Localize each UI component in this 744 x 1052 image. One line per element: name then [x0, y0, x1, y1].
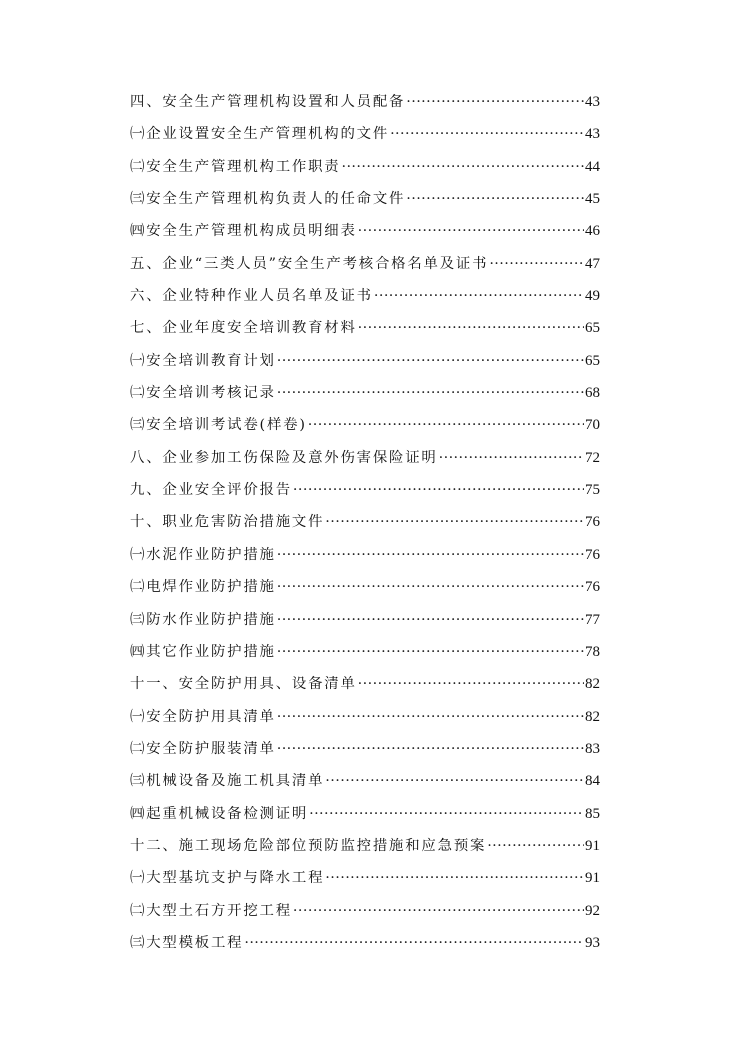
- toc-entry-title: ㈡电焊作业防护措施: [130, 579, 276, 596]
- toc-entry-page-number: 72: [585, 449, 600, 466]
- toc-dot-leader: [325, 506, 584, 538]
- toc-dot-leader: [277, 636, 584, 668]
- toc-entry-page-number: 49: [585, 288, 600, 305]
- toc-entry[interactable]: [130, 183, 600, 215]
- toc-entry-title: 十二、施工现场危险部位预防监控措施和应急预案: [130, 837, 487, 854]
- toc-entry-title: ㈣其它作业防护措施: [130, 643, 276, 660]
- toc-dot-leader: [293, 895, 584, 927]
- toc-entry-title: ㈠大型基坑支护与降水工程: [130, 870, 325, 887]
- toc-entry-title: ㈡安全培训考核记录: [130, 385, 276, 402]
- toc-entry-page-number: 78: [585, 643, 600, 660]
- toc-entry-page-number: 92: [585, 902, 600, 919]
- toc-entry[interactable]: [130, 862, 600, 894]
- toc-entry-title: 九、企业安全评价报告: [130, 482, 292, 499]
- toc-entry[interactable]: [130, 701, 600, 733]
- toc-entry[interactable]: [130, 151, 600, 183]
- toc-entry[interactable]: [130, 668, 600, 700]
- toc-entry[interactable]: [130, 118, 600, 150]
- toc-entry-title: ㈡安全防护服装清单: [130, 740, 276, 757]
- toc-entry-page-number: 91: [585, 870, 600, 887]
- toc-entry-page-number: 77: [585, 611, 600, 628]
- toc-dot-leader: [277, 345, 584, 377]
- toc-entry-title: ㈠安全防护用具清单: [130, 708, 276, 725]
- toc-entry-title: ㈣起重机械设备检测证明: [130, 805, 309, 822]
- toc-entry-title: ㈠企业设置安全生产管理机构的文件: [130, 126, 390, 143]
- toc-entry-page-number: 93: [585, 934, 600, 951]
- toc-entry-page-number: 91: [585, 837, 600, 854]
- toc-dot-leader: [358, 668, 584, 700]
- toc-entry[interactable]: [130, 474, 600, 506]
- toc-dot-leader: [277, 571, 584, 603]
- toc-entry[interactable]: [130, 280, 600, 312]
- toc-entry-page-number: 76: [585, 579, 600, 596]
- toc-entry-title: ㈢安全培训考试卷(样卷): [130, 417, 307, 434]
- toc-dot-leader: [341, 151, 584, 183]
- toc-dot-leader: [374, 280, 584, 312]
- toc-entry-page-number: 44: [585, 158, 600, 175]
- toc-dot-leader: [277, 377, 584, 409]
- toc-entry-page-number: 68: [585, 385, 600, 402]
- toc-entry-page-number: 75: [585, 482, 600, 499]
- toc-entry[interactable]: [130, 248, 600, 280]
- toc-dot-leader: [358, 215, 584, 247]
- toc-entry-page-number: 47: [585, 255, 600, 272]
- toc-entry-title: ㈢大型模板工程: [130, 934, 244, 951]
- toc-entry-page-number: 43: [585, 126, 600, 143]
- toc-entry-title: 七、企业年度安全培训教育材料: [130, 320, 357, 337]
- toc-entry-page-number: 45: [585, 191, 600, 208]
- toc-dot-leader: [487, 830, 584, 862]
- toc-entry-title: 五、企业“三类人员”安全生产考核合格名单及证书: [130, 255, 489, 272]
- toc-entry-title: ㈡安全生产管理机构工作职责: [130, 158, 341, 175]
- toc-dot-leader: [489, 248, 584, 280]
- toc-entry-page-number: 85: [585, 805, 600, 822]
- toc-dot-leader: [406, 183, 584, 215]
- toc-entry[interactable]: [130, 377, 600, 409]
- toc-entry-title: 六、企业特种作业人员名单及证书: [130, 288, 373, 305]
- toc-entry-page-number: 76: [585, 546, 600, 563]
- toc-entry-title: 四、安全生产管理机构设置和人员配备: [130, 94, 406, 110]
- toc-entry[interactable]: [130, 798, 600, 830]
- toc-entry[interactable]: [130, 345, 600, 377]
- toc-entry[interactable]: [130, 442, 600, 474]
- toc-entry[interactable]: [130, 539, 600, 571]
- toc-dot-leader: [358, 312, 584, 344]
- toc-entry[interactable]: [130, 765, 600, 797]
- toc-entry-page-number: 70: [585, 417, 600, 434]
- toc-dot-leader: [293, 474, 584, 506]
- toc-entry-title: 八、企业参加工伤保险及意外伤害保险证明: [130, 449, 438, 466]
- toc-entry[interactable]: [130, 895, 600, 927]
- toc-dot-leader: [277, 733, 584, 765]
- toc-entry-title: ㈢机械设备及施工机具清单: [130, 773, 325, 790]
- toc-entry-page-number: 83: [585, 740, 600, 757]
- toc-entry[interactable]: [130, 86, 600, 118]
- toc-dot-leader: [308, 409, 584, 441]
- toc-dot-leader: [277, 701, 584, 733]
- toc-dot-leader: [325, 765, 584, 797]
- toc-dot-leader: [244, 927, 584, 959]
- toc-entry-title: 十、职业危害防治措施文件: [130, 514, 325, 531]
- toc-entry[interactable]: [130, 733, 600, 765]
- toc-entry-title: ㈢防水作业防护措施: [130, 611, 276, 628]
- toc-entry-page-number: 76: [585, 514, 600, 531]
- toc-dot-leader: [277, 539, 584, 571]
- toc-entry[interactable]: [130, 571, 600, 603]
- toc-entry-title: 十一、安全防护用具、设备清单: [130, 676, 357, 693]
- toc-dot-leader: [309, 798, 584, 830]
- toc-dot-leader: [439, 442, 584, 474]
- toc-entry[interactable]: [130, 215, 600, 247]
- toc-entry[interactable]: [130, 409, 600, 441]
- toc-entry-title: ㈠安全培训教育计划: [130, 352, 276, 369]
- toc-entry-page-number: 82: [585, 676, 600, 693]
- toc-entry[interactable]: [130, 506, 600, 538]
- toc-entry-page-number: 43: [585, 94, 600, 110]
- toc-entry[interactable]: [130, 927, 600, 959]
- toc-entry-page-number: 82: [585, 708, 600, 725]
- toc-entry[interactable]: [130, 312, 600, 344]
- toc-dot-leader: [277, 604, 584, 636]
- toc-entry-title: ㈣安全生产管理机构成员明细表: [130, 223, 357, 240]
- toc-entry-page-number: 65: [585, 352, 600, 369]
- toc-dot-leader: [325, 862, 584, 894]
- toc-dot-leader: [406, 86, 584, 118]
- toc-entry[interactable]: [130, 636, 600, 668]
- toc-entry[interactable]: [130, 604, 600, 636]
- toc-dot-leader: [390, 118, 584, 150]
- table-of-contents: [130, 86, 600, 959]
- toc-entry-page-number: 46: [585, 223, 600, 240]
- toc-entry[interactable]: [130, 830, 600, 862]
- toc-entry-title: ㈢安全生产管理机构负责人的任命文件: [130, 191, 406, 208]
- toc-entry-page-number: 84: [585, 773, 600, 790]
- toc-entry-page-number: 65: [585, 320, 600, 337]
- toc-entry-title: ㈠水泥作业防护措施: [130, 546, 276, 563]
- toc-entry-title: ㈡大型土石方开挖工程: [130, 902, 292, 919]
